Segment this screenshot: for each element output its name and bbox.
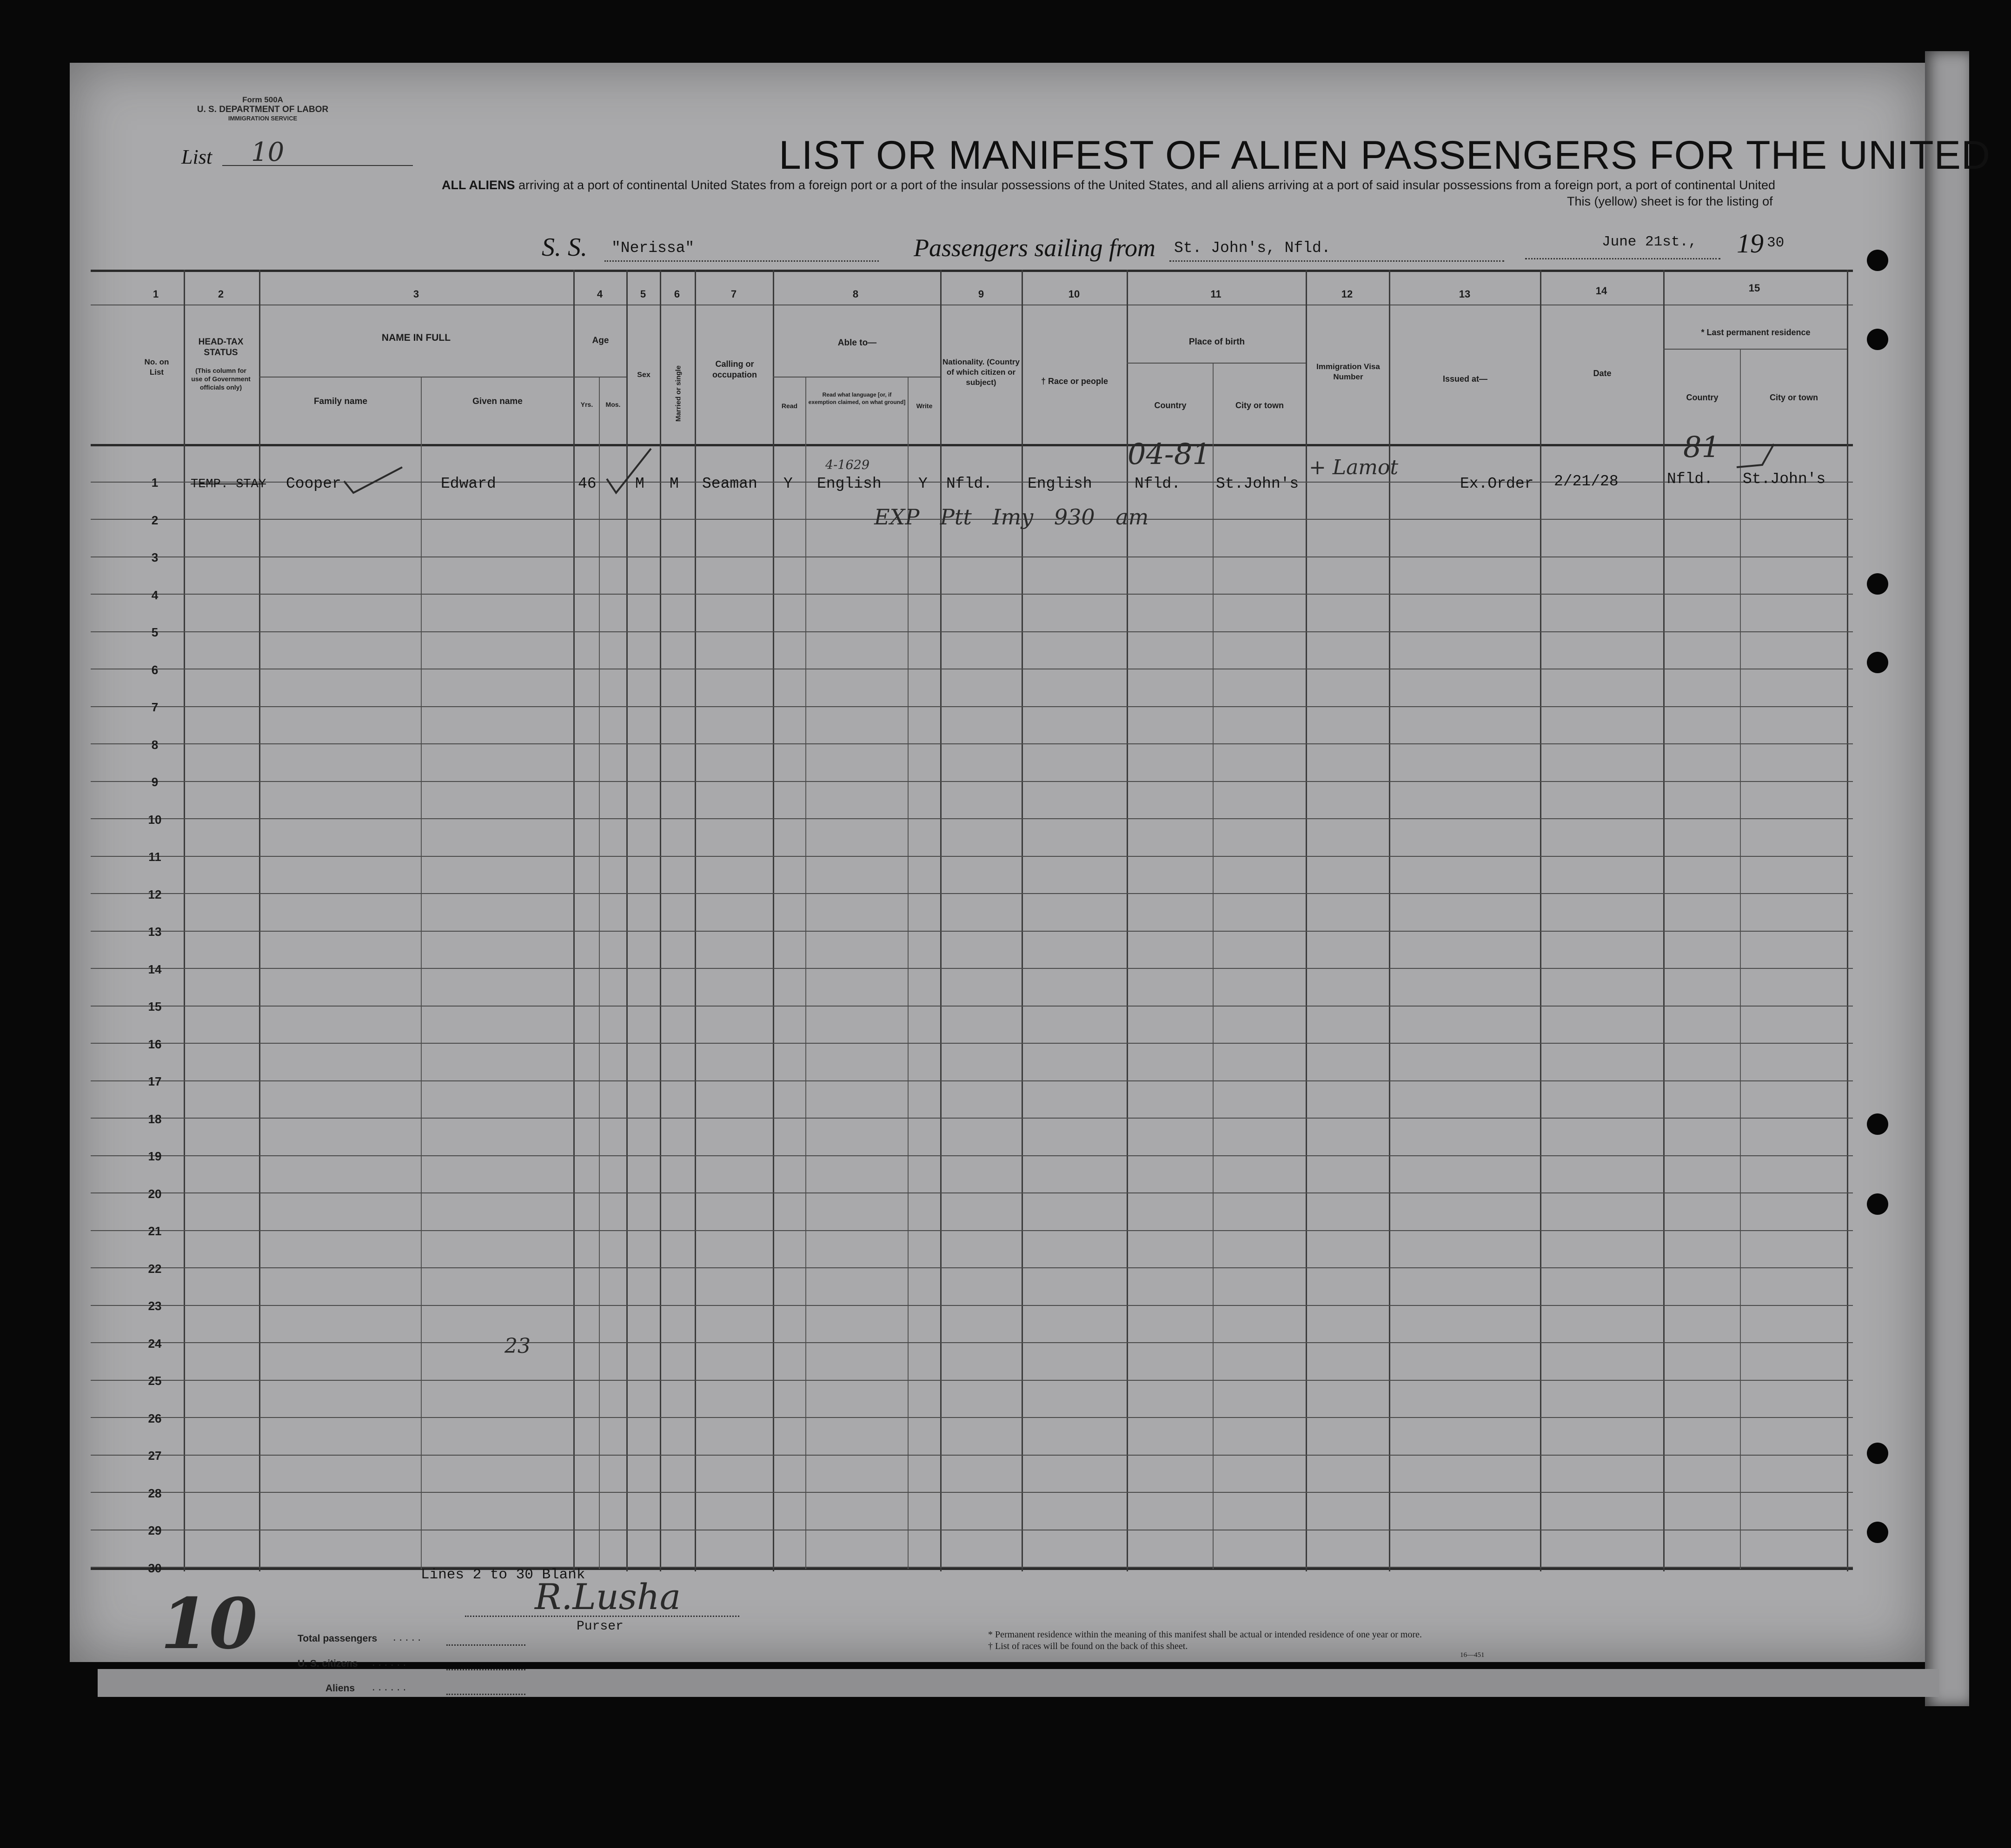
binder-hole <box>1867 329 1888 350</box>
code-04-81: 04-81 <box>1128 437 1211 471</box>
header-date: Date <box>1593 369 1612 378</box>
column-number: 9 <box>978 288 984 300</box>
row-number: 7 <box>151 700 159 714</box>
column-divider <box>259 270 260 1571</box>
subcolumn-divider <box>599 377 600 1569</box>
row-number: 6 <box>151 663 159 677</box>
entry-issued-at: Ex.Order <box>1460 475 1534 492</box>
date-underline <box>1525 258 1720 260</box>
ship-underline <box>604 260 879 263</box>
header-place-of-birth: Place of birth <box>1188 337 1245 347</box>
list-label: List <box>181 146 212 168</box>
entry-birth-city: St.John's <box>1216 475 1299 492</box>
row-line <box>91 594 1853 595</box>
header-head-tax-note: (This column for use of Government officials only) <box>191 367 251 391</box>
check-mark <box>604 446 656 497</box>
row-number: 10 <box>148 813 162 827</box>
header-head-tax-status: HEAD-TAX STATUS <box>198 337 244 358</box>
header-no-on-list: No. on List <box>144 358 169 377</box>
row-number: 17 <box>148 1074 162 1088</box>
row-number: 28 <box>148 1486 162 1500</box>
column-divider <box>1847 270 1848 1571</box>
row-number: 13 <box>148 925 162 939</box>
column-divider <box>1022 270 1023 1571</box>
year-prefix: 19 <box>1737 228 1764 258</box>
row-line <box>91 931 1853 932</box>
row-number: 23 <box>148 1299 162 1313</box>
lines-blank-note: Lines 2 to 30 Blank <box>421 1567 585 1583</box>
row2-note: EXP Ptt Imy 930 am <box>874 504 1149 530</box>
row-number: 27 <box>148 1449 162 1463</box>
row-line <box>91 1305 1853 1306</box>
row-number: 2 <box>151 513 159 527</box>
entry-language: English <box>817 475 882 492</box>
table-bottom-border <box>91 1568 1853 1570</box>
code-81: 81 <box>1683 430 1720 464</box>
list-number: 10 <box>251 137 285 167</box>
footnote-races: † List of races will be found on the back of this sheet. <box>988 1641 1188 1651</box>
entry-age-years: 46 <box>578 475 597 492</box>
total-passengers-label: Total passengers <box>298 1633 378 1644</box>
subcolumn-divider <box>805 377 806 1569</box>
header-family-name: Family name <box>313 397 368 406</box>
binder-hole <box>1867 1193 1888 1215</box>
header-name-in-full: NAME IN FULL <box>381 332 451 343</box>
binder-hole <box>1867 1522 1888 1543</box>
entry-residence-country: Nfld. <box>1667 470 1713 488</box>
column-number: 13 <box>1459 288 1471 300</box>
column-number: 14 <box>1595 285 1607 297</box>
column-divider <box>573 270 575 1571</box>
service-name: IMMIGRATION SERVICE <box>228 115 298 122</box>
intro-text-2: This (yellow) sheet is for the listing of <box>1567 194 1773 208</box>
row-line <box>91 1006 1853 1007</box>
sailing-date: June 21st., <box>1602 234 1697 250</box>
row-line <box>91 1567 1853 1568</box>
subheader-line <box>573 377 626 378</box>
us-citizens-label: U. S. citizens <box>298 1658 358 1669</box>
entry-read: Y <box>783 475 793 492</box>
row-number: 5 <box>151 625 159 639</box>
column-divider <box>1306 270 1307 1571</box>
binder-hole <box>1867 1443 1888 1464</box>
us-citizens-blank <box>446 1669 525 1670</box>
print-code: 16—451 <box>1460 1651 1485 1659</box>
row-line <box>91 1342 1853 1343</box>
row-line <box>91 968 1853 969</box>
entry-marital-status: M <box>670 475 679 492</box>
leader-dots: . . . . . . <box>372 1656 406 1669</box>
header-given-name: Given name <box>472 397 523 406</box>
row-number: 12 <box>148 888 162 901</box>
header-age: Age <box>592 336 609 345</box>
row-number: 29 <box>148 1523 162 1537</box>
header-last-residence: * Last permanent residence <box>1701 328 1811 337</box>
header-residence-country: Country <box>1686 393 1719 402</box>
entry-nationality: Nfld. <box>946 475 993 492</box>
entry-occupation: Seaman <box>702 475 757 492</box>
check-mark <box>339 465 409 497</box>
header-residence-city: City or town <box>1770 393 1818 402</box>
row-number: 20 <box>148 1187 162 1201</box>
header-read-language: Read what language [or, if exemption claimed, on what ground] <box>808 391 906 405</box>
margin-number: 10 <box>160 1583 258 1665</box>
header-birth-city: City or town <box>1235 401 1284 410</box>
entry-head-tax-status: TEMP. STAY <box>191 477 266 491</box>
row-line <box>91 1380 1853 1381</box>
column-number: 10 <box>1068 288 1080 300</box>
column-number: 5 <box>640 288 646 300</box>
row-number: 3 <box>151 550 159 564</box>
entry-birth-country: Nfld. <box>1135 475 1181 492</box>
row-number: 8 <box>151 738 159 752</box>
header-write: Write <box>916 402 933 410</box>
row-line <box>91 1417 1853 1418</box>
column-divider <box>1540 270 1541 1571</box>
header-married-or-single: Married or single <box>674 365 683 422</box>
header-sex: Sex <box>637 371 650 379</box>
header-age-months: Mos. <box>605 401 621 408</box>
column-divider <box>940 270 942 1571</box>
subcolumn-divider <box>908 377 909 1569</box>
column-number: 1 <box>153 288 159 300</box>
row-line <box>91 1492 1853 1493</box>
header-nationality: Nationality. (Country of which citizen or subject) <box>942 358 1020 387</box>
entry-sex: M <box>635 475 644 492</box>
manifest-title: LIST OR MANIFEST OF ALIEN PASSENGERS FOR THE UNITED <box>779 133 1991 178</box>
manifest-page <box>70 63 1925 1662</box>
header-age-years: Yrs. <box>580 401 593 408</box>
check-mark <box>1734 442 1776 474</box>
sailing-port: St. John's, Nfld. <box>1174 239 1331 257</box>
column-number: 4 <box>597 288 603 300</box>
header-able-to: Able to— <box>837 338 877 348</box>
intro-text: ALL ALIENS arriving at a port of continental United States from a foreign port or a port of the insular possessions of the United States, and all aliens arriving at a port of said insular possessions from a foreign port, a port of continental United <box>442 178 1775 192</box>
entry-residence-city: St.John's <box>1743 470 1826 488</box>
row-number: 19 <box>148 1149 162 1163</box>
row-line <box>91 706 1853 707</box>
subheader-line <box>773 377 940 378</box>
entry-date: 2/21/28 <box>1554 473 1619 490</box>
column-divider <box>695 270 696 1571</box>
port-underline <box>1169 260 1504 263</box>
subcolumn-divider <box>421 377 422 1569</box>
page-mark: 23 <box>504 1334 531 1358</box>
entry-given-name: Edward <box>441 475 496 492</box>
row-line <box>91 1192 1853 1193</box>
row-line <box>91 743 1853 744</box>
row-number: 30 <box>148 1561 162 1575</box>
column-number: 12 <box>1341 288 1353 300</box>
header-visa-number: Immigration Visa Number <box>1316 362 1380 382</box>
year-suffix: 30 <box>1767 235 1785 251</box>
header-bottom-border <box>91 444 1853 446</box>
column-divider <box>1663 270 1665 1571</box>
column-divider <box>184 270 185 1571</box>
subcolumn-divider <box>1740 349 1741 1569</box>
column-divider <box>773 270 774 1571</box>
row-number: 11 <box>148 850 161 864</box>
binder-hole <box>1867 573 1888 595</box>
row-number: 26 <box>148 1411 162 1425</box>
subheader-line <box>259 377 573 378</box>
leader-dots: . . . . . . <box>372 1681 406 1693</box>
row-number: 24 <box>148 1337 162 1351</box>
ship-name: "Nerissa" <box>611 239 695 257</box>
department-name: U. S. DEPARTMENT OF LABOR <box>197 105 329 114</box>
row-line <box>91 631 1853 632</box>
row-line <box>91 1230 1853 1231</box>
column-number: 7 <box>730 288 737 300</box>
row-line <box>91 856 1853 857</box>
purser-signature: R.Lusha <box>535 1576 681 1617</box>
row-line <box>91 1455 1853 1456</box>
row-number: 15 <box>148 1000 162 1013</box>
row-line <box>91 1155 1853 1156</box>
entry-family-name: Cooper <box>286 475 341 492</box>
row-line <box>91 818 1853 819</box>
aliens-blank <box>446 1694 525 1695</box>
column-number: 6 <box>674 288 680 300</box>
page-edge-right <box>1925 51 1969 1706</box>
total-passengers-blank <box>446 1644 525 1646</box>
row-line <box>91 1043 1853 1044</box>
row-number: 25 <box>148 1374 162 1388</box>
table-top-border <box>91 270 1853 272</box>
header-race: † Race or people <box>1041 377 1108 386</box>
row-number: 16 <box>148 1037 162 1051</box>
aliens-label: Aliens <box>325 1683 355 1694</box>
subheader-line <box>1127 363 1306 364</box>
row-line <box>91 893 1853 894</box>
header-issued-at: Issued at— <box>1442 374 1488 384</box>
column-divider <box>660 270 661 1571</box>
subcolumn-divider <box>1213 363 1214 1569</box>
row-line <box>91 1118 1853 1119</box>
leader-dots: . . . . . <box>393 1631 421 1643</box>
form-number: Form 500A <box>242 95 283 104</box>
row-number: 9 <box>151 775 159 789</box>
header-birth-country: Country <box>1154 401 1187 410</box>
subheader-line <box>1663 349 1847 350</box>
column-number: 2 <box>218 288 224 300</box>
column-number: 8 <box>852 288 859 300</box>
row-line <box>91 1267 1853 1268</box>
entry-race: English <box>1028 475 1092 492</box>
binder-hole <box>1867 1113 1888 1135</box>
row-line <box>91 1080 1853 1081</box>
visa-note: + Lamot <box>1309 456 1399 479</box>
row-number: 21 <box>148 1224 162 1238</box>
row-number: 14 <box>148 962 162 976</box>
language-note: 4-1629 <box>825 458 870 472</box>
sailing-label: Passengers sailing from <box>914 234 1156 262</box>
column-number: 11 <box>1210 288 1221 300</box>
column-number: 15 <box>1748 282 1760 294</box>
header-read: Read <box>781 402 798 410</box>
ss-label: S. S. <box>542 233 587 262</box>
purser-label: Purser <box>577 1619 624 1634</box>
binder-hole <box>1867 250 1888 271</box>
row-line <box>91 781 1853 782</box>
header-calling: Calling or occupation <box>712 359 757 380</box>
row-number: 4 <box>151 588 159 602</box>
binder-hole <box>1867 652 1888 673</box>
column-number: 3 <box>413 288 419 300</box>
entry-write: Y <box>918 475 928 492</box>
footnote-residence: * Permanent residence within the meaning of this manifest shall be actual or intended residence of one year or more. <box>988 1629 1422 1640</box>
row-number: 18 <box>148 1112 162 1126</box>
row-line <box>91 556 1853 557</box>
row-number: 22 <box>148 1262 162 1276</box>
row-number: 1 <box>151 476 159 490</box>
